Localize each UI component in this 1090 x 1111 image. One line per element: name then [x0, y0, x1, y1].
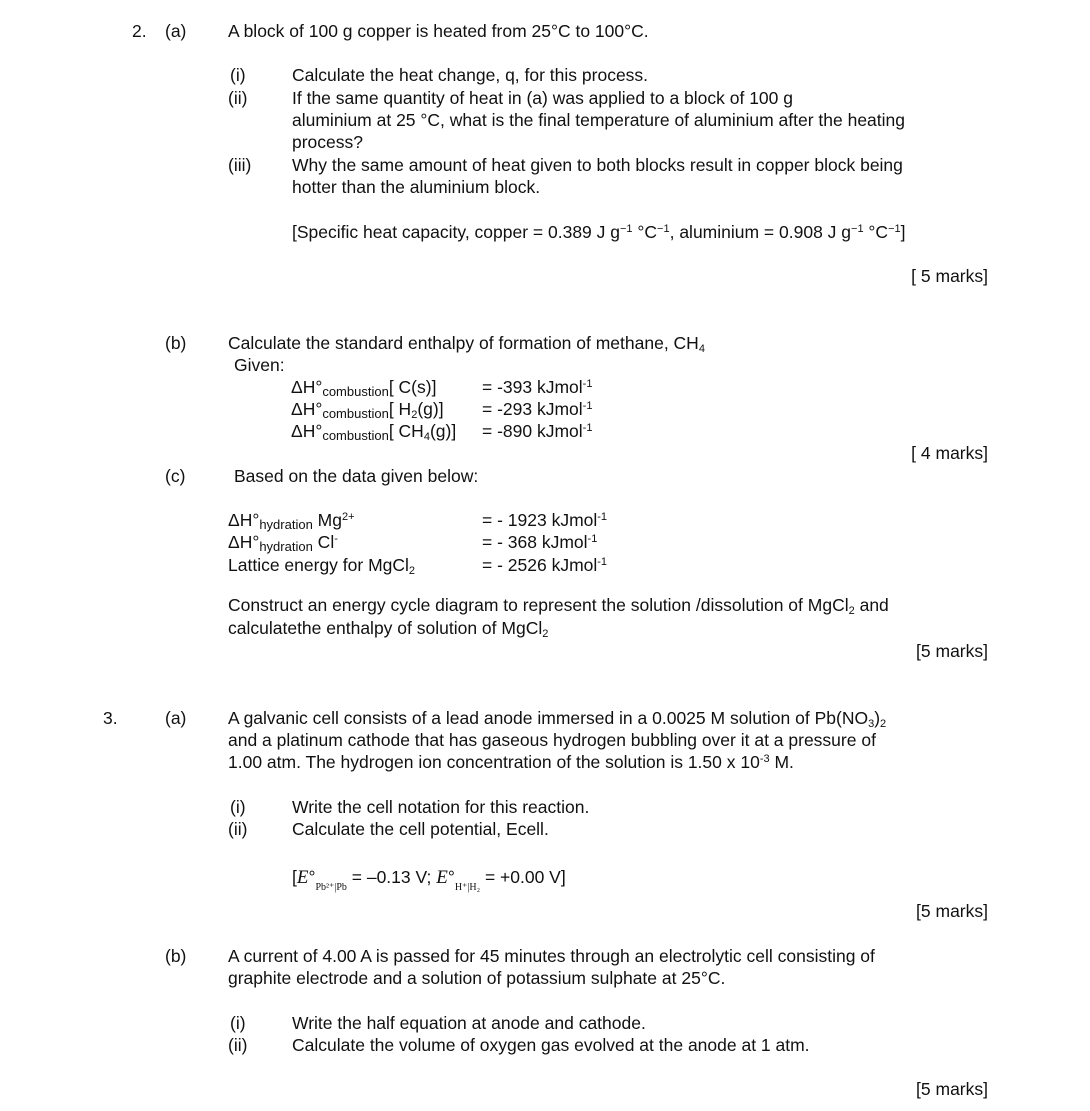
- part-label: (b): [165, 946, 187, 966]
- enthalpy-value: = -393 kJmol$^{-1}$: [482, 377, 593, 397]
- part-label: (a): [165, 21, 187, 41]
- subpart-text: aluminium at 25 °C, what is the final temperature of aluminium after the heating: [292, 110, 906, 130]
- enthalpy-term: $\Delta H^\circ_{combustion}$[ C(s)]: [291, 377, 437, 399]
- data-note: [Specific heat capacity, copper = 0.389 J $g^{-1}$ $^\circ C^{-1}$, aluminium = 0.908 J $g^{-1}$ $^\circ C^{-1}$]: [292, 222, 906, 242]
- question-text: graphite electrode and a solution of potassium sulphate at 25°C.: [228, 968, 726, 988]
- question-stem: Calculate the standard enthalpy of formation of methane, $CH_4$: [228, 333, 705, 355]
- question-text: A current of 4.00 A is passed for 45 minutes through an electrolytic cell consisting of: [228, 946, 875, 966]
- question-stem: A block of 100 g copper is heated from 25°C to 100°C.: [228, 21, 649, 41]
- subpart-text: Calculate the heat change, q, for this process.: [292, 65, 649, 85]
- subpart-text: Calculate the volume of oxygen gas evolved at the anode at 1 atm.: [292, 1035, 810, 1055]
- question-text: A galvanic cell consists of a lead anode immersed in a 0.0025 M solution of $Pb(NO_3)_2$: [228, 708, 887, 730]
- enthalpy-value: = -890 kJmol$^{-1}$: [482, 421, 593, 441]
- marks: [ 4 marks]: [911, 443, 988, 463]
- enthalpy-value: = - 368 kJmol$^{-1}$: [482, 532, 598, 552]
- enthalpy-value: = - 2526 kJmol$^{-1}$: [482, 555, 608, 575]
- question-text: 1.00 atm. The hydrogen ion concentration of the solution is 1.50 x $10^{-3}$ M.: [228, 752, 794, 772]
- subpart-text: If the same quantity of heat in (a) was applied to a block of 100 g: [292, 88, 793, 108]
- subpart-text: process?: [292, 132, 364, 152]
- given-label: Given:: [234, 355, 285, 375]
- subpart-label: (ii): [228, 88, 248, 108]
- enthalpy-term: $\Delta H^\circ_{hydration}$ Cl-: [228, 532, 338, 554]
- part-label: (b): [165, 333, 187, 353]
- subpart-label: (i): [230, 65, 246, 85]
- part-label: (a): [165, 708, 187, 728]
- question-number: 2.: [132, 21, 147, 41]
- enthalpy-value: = - 1923 kJmol$^{-1}$: [482, 510, 608, 530]
- enthalpy-term: $\Delta H^\circ_{combustion}$[ $H_2(g)$]: [291, 399, 444, 421]
- subpart-text: Why the same amount of heat given to both blocks result in copper block being: [292, 155, 903, 175]
- subpart-label: (ii): [228, 1035, 248, 1055]
- subpart-text: Write the half equation at anode and cathode.: [292, 1013, 646, 1033]
- question-text: calculatethe enthalpy of solution of MgCl$_2$: [228, 618, 549, 640]
- marks: [ 5 marks]: [911, 266, 988, 286]
- subpart-text: Write the cell notation for this reaction.: [292, 797, 590, 817]
- enthalpy-term: Lattice energy for MgCl$_2$: [228, 555, 416, 577]
- subpart-label: (i): [230, 1013, 246, 1033]
- subpart-text: Calculate the cell potential, Ecell.: [292, 819, 549, 839]
- enthalpy-term: $\Delta H^\circ_{combustion}$[ $CH_4(g)$]: [291, 421, 457, 443]
- subpart-label: (ii): [228, 819, 248, 839]
- question-text: and a platinum cathode that has gaseous hydrogen bubbling over it at a pressure of: [228, 730, 876, 750]
- question-stem: Based on the data given below:: [234, 466, 479, 486]
- marks: [5 marks]: [916, 1079, 988, 1099]
- subpart-label: (iii): [228, 155, 252, 175]
- standard-potentials: [$E^\circ_{Pb^{2+}|Pb} = -0.13$ V; $E^\circ_{H^+|H_2} = +0.00$ V]: [292, 867, 566, 893]
- question-text: Construct an energy cycle diagram to represent the solution /dissolution of MgCl$_2$ and: [228, 595, 889, 617]
- marks: [5 marks]: [916, 641, 988, 661]
- question-number: 3.: [103, 708, 118, 728]
- subpart-text: hotter than the aluminium block.: [292, 177, 541, 197]
- part-label: (c): [165, 466, 186, 486]
- enthalpy-term: $\Delta H^\circ_{hydration}$ $Mg^{2+}$: [228, 510, 355, 532]
- subpart-label: (i): [230, 797, 246, 817]
- enthalpy-value: = -293 kJmol$^{-1}$: [482, 399, 593, 419]
- marks: [5 marks]: [916, 901, 988, 921]
